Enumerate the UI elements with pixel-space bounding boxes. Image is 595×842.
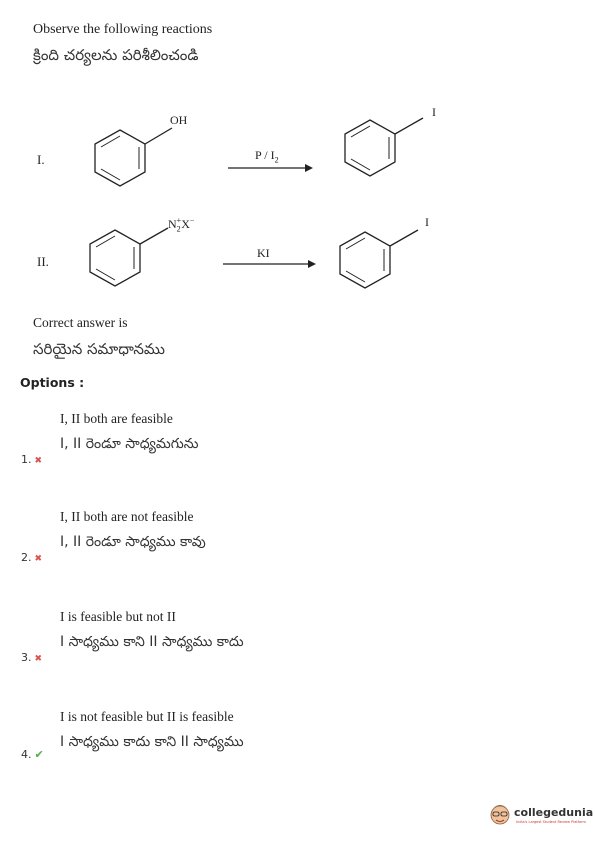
correct-answer-telugu: సరియైన సమాధానము <box>33 340 165 358</box>
benzene-ring-reactant-1 <box>95 128 172 186</box>
option-1-number: 1. ✖ <box>21 453 43 466</box>
option-3-english[interactable]: I is feasible but not II <box>60 609 176 624</box>
check-icon: ✔ <box>34 748 44 761</box>
option-3-number: 3. ✖ <box>21 651 43 664</box>
product-1-group: I <box>432 105 436 119</box>
option-3-telugu[interactable]: I సాధ్యము కాని II సాధ్యము కాదు <box>60 634 244 650</box>
options-header: Options : <box>20 375 85 390</box>
reaction-1-scheme <box>80 100 330 200</box>
option-2-telugu[interactable]: I, II రెండూ సాధ్యము కావు <box>60 534 206 550</box>
option-2-number: 2. ✖ <box>21 551 43 564</box>
option-4-telugu[interactable]: I సాధ్యము కాదు కాని II సాధ్యము <box>60 734 244 750</box>
question-telugu: క్రింది చర్యలను పరిశీలించండి <box>33 46 199 64</box>
benzene-ring-product-1 <box>335 100 445 190</box>
logo-tagline: India's Largest Student Review Platform <box>516 820 586 824</box>
reactant-2-group: $N_2^+X^-$ <box>168 216 195 234</box>
benzene-ring-reactant-2 <box>90 228 168 286</box>
option-4-number: 4. ✔ <box>21 748 44 761</box>
reaction-2-scheme <box>75 210 335 300</box>
question-english: Observe the following reactions <box>33 22 213 37</box>
reagent-2: KI <box>257 246 270 260</box>
benzene-ring-product-2 <box>330 212 440 302</box>
option-1-english[interactable]: I, II both are feasible <box>60 411 173 426</box>
correct-answer-english: Correct answer is <box>33 315 128 330</box>
reagent-1: P / $I_2$ <box>255 148 279 165</box>
option-1-telugu[interactable]: I, II రెండూ సాధ్యమగును <box>60 436 199 452</box>
reactant-1-group: OH <box>170 113 188 127</box>
product-2-group: I <box>425 215 429 229</box>
reaction-1-numeral: I. <box>37 152 45 167</box>
logo-name: collegedunia <box>514 806 594 819</box>
cross-icon: ✖ <box>34 554 43 564</box>
cross-icon: ✖ <box>34 456 43 466</box>
mascot-icon <box>488 800 512 828</box>
cross-icon: ✖ <box>34 654 43 664</box>
option-2-english[interactable]: I, II both are not feasible <box>60 509 194 524</box>
option-4-english[interactable]: I is not feasible but II is feasible <box>60 709 234 724</box>
reaction-2-numeral: II. <box>37 254 49 269</box>
